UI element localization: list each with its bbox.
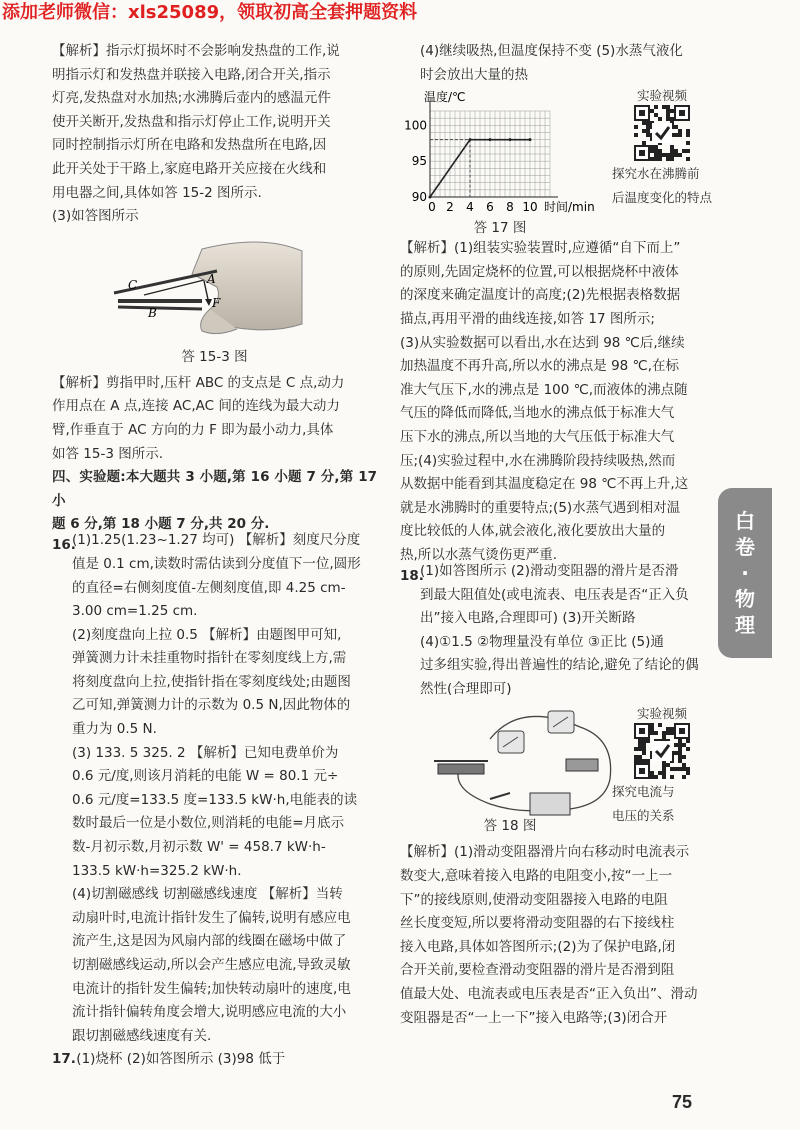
y-axis-label: 温度/℃ [424, 90, 466, 105]
analysis-15-2 [52, 40, 377, 205]
text-line: 从数据中能看到其温度稳定在 98 ℃不再上升,这 [400, 476, 689, 493]
text-line: 弹簧测力计未挂重物时指针在零刻度线上方,需 [72, 650, 347, 667]
data-point [429, 196, 432, 199]
text-line: 合开关前,要检查滑动变阻器的滑片是否滑到阻 [400, 962, 675, 979]
data-point [469, 138, 472, 141]
q17-answer: (1)烧杯 (2)如答图所示 (3)98 低于 [76, 1051, 286, 1068]
side-tab-white-paper-physics [718, 488, 772, 658]
text-line: 133.5 kW·h=325.2 kW·h. [72, 862, 242, 879]
text-line: 探究水在沸腾前 [612, 166, 700, 182]
text-line: (2)刻度盘向上拉 0.5 【解析】由题图甲可知, [72, 626, 342, 643]
q18-number: 18. [400, 567, 424, 584]
text-line: 就是水沸腾时的重要特点;(5)水蒸气遇到相对温 [400, 499, 681, 516]
text-line: 压;(4)实验过程中,水在沸腾阶段持续吸热,然而 [400, 452, 676, 469]
text-line: (3) 133. 5 325. 2 【解析】已知电费单价为 [72, 744, 339, 761]
label-a: A [207, 271, 216, 286]
answer-15-3: (3)如答图所示 [52, 208, 139, 225]
page-number: 75 [672, 1092, 693, 1112]
x-tick-label: 8 [506, 200, 514, 215]
text-line: 同时控制指示灯所在电路和发热盘所在电路,因 [52, 137, 327, 154]
text-line: 流产生,这是因为风扇内部的线圈在磁场中做了 [72, 933, 347, 950]
text-line: 动扇叶时,电流计指针发生了偏转,说明有感应电 [72, 909, 351, 926]
tab-char: · [741, 561, 749, 585]
x-axis-label: 时间/min [544, 200, 595, 215]
circuit-diagram [430, 709, 630, 819]
left-column [52, 40, 377, 1072]
text-line: 四、实验题:本大题共 3 小题,第 16 小题 7 分,第 17 小 [52, 469, 377, 509]
text-line: 接入电路,具体如答图所示;(2)为了保护电路,闭 [400, 938, 676, 955]
y-tick-label: 100 [404, 118, 427, 133]
text-line: 用电器之间,具体如答 15-2 图所示. [52, 184, 262, 201]
text-line: 如答 15-3 图所示. [52, 445, 164, 462]
q18-part2 [420, 631, 710, 702]
qr-video-1 [612, 87, 712, 209]
x-tick-label: 0 [428, 200, 436, 215]
text-line: 作用点在 A 点,连接 AC,AC 间的连线为最大动力 [52, 398, 340, 415]
figure-15-3-caption: 答 15-3 图 [181, 348, 248, 365]
question-17 [52, 1048, 377, 1072]
text-line: 数时最后一位是小数位,则消耗的电能=月底示 [72, 815, 345, 832]
text-line: (3)从实验数据可以看出,水在达到 98 ℃后,继续 [400, 334, 685, 351]
text-line: 丝长度变短,所以要将滑动变阻器的右下接线柱 [400, 915, 675, 932]
text-line: 值最大处、电流表或电压表是否“正入负出”、滑动 [400, 986, 698, 1003]
text-line: 【解析】指示灯损坏时不会影响发热盘的工作,说 [52, 43, 340, 59]
text-line: (4)继续吸热,但温度保持不变 (5)水蒸气液化 [420, 43, 683, 59]
qr-code-icon[interactable] [634, 105, 690, 161]
text-line: 的直径=右侧刻度值-左侧刻度值,即 4.25 cm- [72, 579, 346, 596]
qr1-sub [612, 162, 712, 209]
text-line: 数-月初示数,月初示数 W' = 458.7 kW·h- [72, 839, 326, 856]
data-point [529, 138, 532, 141]
text-line: 此开关处于干路上,家庭电路开关应接在火线和 [52, 160, 327, 177]
text-line: 将刻度盘向上拉,使指针指在零刻度线处;由题图 [72, 673, 351, 690]
text-line: 切割磁感线运动,所以会产生感应电流,导致灵敏 [72, 957, 351, 973]
text-line: 3.00 cm=1.25 cm. [72, 603, 198, 620]
x-tick-label: 2 [446, 200, 454, 215]
text-line: (4)切割磁感线 切割磁感线速度 【解析】当转 [72, 886, 343, 903]
promo-banner: 添加老师微信：xls25089，领取初高全套押题资料 [2, 2, 418, 23]
text-line: 重力为 0.5 N. [72, 721, 157, 738]
text-line: 流计指针偏转角度会增大,说明感应电流的大小 [72, 1004, 347, 1021]
y-tick-label: 95 [411, 154, 427, 169]
rheostat-icon [438, 764, 484, 774]
text-line: 0.6 元/度=133.5 度=133.5 kW·h,电能表的读 [72, 791, 358, 808]
q16-part1 [72, 529, 377, 623]
data-point [509, 138, 512, 141]
text-line: 0.6 元/度,则该月消耗的电能 W = 80.1 元÷ [72, 768, 339, 785]
x-tick-label: 4 [466, 200, 474, 215]
q17-continued [400, 40, 710, 87]
text-line: 值是 0.1 cm,读数时需估读到分度值下一位,圆形 [72, 555, 361, 572]
resistor-icon [566, 759, 598, 771]
q16-part4 [72, 883, 377, 1048]
text-line: 数变大,意味着接入电路的电阻变小,按“一上一 [400, 868, 673, 885]
text-line: 后温度变化的特点 [612, 189, 713, 205]
switch-icon [490, 793, 510, 799]
text-line: 使开关断开,发热盘和指示灯停止工作,说明开关 [52, 113, 331, 130]
qr-code-icon[interactable] [634, 723, 690, 779]
text-line: 【解析】(1)组装实验装置时,应遵循“自下而上” [400, 240, 681, 257]
text-line: 【解析】剪指甲时,压杆 ABC 的支点是 C 点,动力 [52, 374, 345, 391]
text-line: 【解析】(1)滑动变阻器滑片向右移动时电流表示 [400, 844, 690, 861]
text-line: 电压的关系 [612, 808, 675, 824]
text-line: 题 6 分,第 18 小题 7 分,共 20 分. [52, 516, 270, 533]
q18-part1 [420, 560, 710, 631]
analysis-18 [400, 841, 710, 1030]
text-line: 的原则,先固定烧杯的位置,可以根据烧杯中液体 [400, 263, 679, 280]
figure-15-3 [52, 229, 377, 344]
tab-char: 理 [735, 613, 755, 637]
text-line: 度比较低的人体,就会液化,液化要放出大量的 [400, 523, 666, 540]
text-line: 明指示灯和发热盘并联接入电路,闭合开关,指示 [52, 66, 331, 83]
q16-number: 16. [52, 536, 76, 553]
qr-video-2 [612, 705, 712, 827]
q16-part3 [72, 742, 377, 884]
battery-icon [530, 793, 570, 815]
label-c: C [128, 277, 138, 292]
text-line: 描点,再用平滑的曲线连接,如答 17 图所示; [400, 310, 655, 327]
text-line: (4)①1.5 ②物理量没有单位 ③正比 (5)通 [420, 633, 664, 650]
figure-17-caption: 答 17 图 [473, 220, 527, 237]
tab-char: 白 [735, 509, 755, 533]
text-line: 跟切割磁感线速度有关. [72, 1027, 212, 1044]
figure-17 [400, 87, 713, 237]
text-line: 过多组实验,得出普遍性的结论,避免了结论的偶 [420, 657, 699, 674]
right-column [400, 40, 713, 1030]
nail-clipper-hand-image [52, 229, 377, 344]
tab-char: 物 [735, 587, 755, 611]
label-f: F [212, 295, 221, 310]
text-line: 臂,作垂直于 AC 方向的力 F 即为最小动力,具体 [52, 421, 334, 438]
text-line: 压下水的沸点,所以当地的大气压低于标准大气 [400, 428, 675, 445]
qr1-title: 实验视频 [636, 88, 687, 104]
question-18 [400, 562, 710, 702]
analysis-15-3 [52, 372, 377, 466]
text-line: 探究电流与 [612, 784, 675, 800]
label-b: B [148, 305, 157, 320]
q17-number: 17. [52, 1051, 76, 1068]
text-line: (1)如答图所示 (2)滑动变阻器的滑片是否滑 [420, 562, 679, 579]
text-line: 时会放出大量的热 [420, 66, 528, 83]
x-tick-label: 10 [522, 200, 538, 215]
text-line: 到最大阻值处(或电流表、电压表是否“正入负 [420, 586, 689, 603]
data-point [489, 138, 492, 141]
text-line: 变阻器是否“一上一下”接入电路等;(3)闭合开 [400, 1009, 668, 1026]
text-line: 的深度来确定温度计的高度;(2)先根据表格数据 [400, 287, 681, 304]
analysis-17 [400, 237, 710, 567]
text-line: (1)1.25(1.23~1.27 均可) 【解析】刻度尺分度 [72, 532, 361, 549]
y-tick-label: 90 [411, 190, 427, 205]
qr2-sub [612, 780, 712, 827]
x-tick-label: 6 [486, 200, 494, 215]
question-16 [52, 532, 377, 1048]
temperature-chart [400, 89, 610, 221]
qr2-title: 实验视频 [636, 706, 687, 722]
tab-char: 卷 [735, 535, 755, 559]
text-line: 乙可知,弹簧测力计的示数为 0.5 N,因此物体的 [72, 697, 351, 714]
text-line: 灯亮,发热盘对水加热;水沸腾后壶内的感温元件 [52, 90, 331, 107]
text-line: 出”接入电路,合理即可) (3)开关断路 [420, 610, 636, 627]
text-line: 电流计的指针发生偏转;加快转动扇叶的速度,电 [72, 980, 351, 997]
figure-18-caption: 答 18 图 [483, 818, 537, 835]
text-line: 下”的接线原则,使滑动变阻器接入电路的电阻 [400, 891, 668, 908]
text-line: 准大气压下,水的沸点是 100 ℃,而液体的沸点随 [400, 381, 688, 398]
text-line: 加热温度不再升高,所以水的沸点是 98 ℃,在标 [400, 358, 680, 375]
figure-18 [400, 701, 710, 841]
text-line: 热,所以水蒸气烫伤更严重. [400, 546, 558, 563]
text-line: 然性(合理即可) [420, 680, 512, 697]
q16-part2 [72, 624, 377, 742]
section-heading [52, 466, 377, 537]
text-line: 气压的降低而降低,当地水的沸点低于标准大气 [400, 405, 675, 422]
